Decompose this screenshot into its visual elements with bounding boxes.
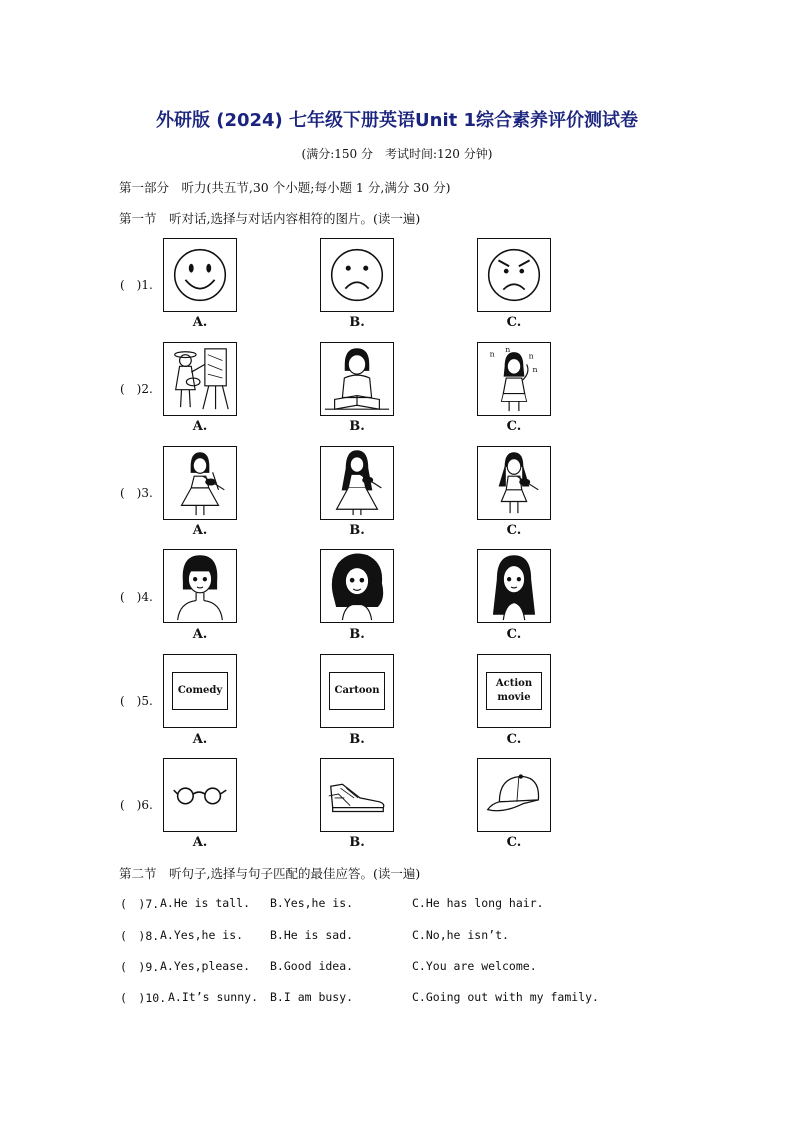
- cartoon-card-image[interactable]: [320, 654, 394, 728]
- question-8-option-a: A.Yes,he is.: [160, 928, 244, 942]
- svg-text:n: n: [528, 351, 534, 361]
- option-b-label: B.: [349, 732, 365, 747]
- option-c-label: C.: [506, 523, 522, 538]
- girl-short-hair-image[interactable]: [163, 549, 237, 623]
- option-a-label: A.: [192, 315, 208, 330]
- question-6-number: ( )6.: [120, 798, 153, 812]
- question-10-option-c: C.Going out with my family.: [412, 990, 599, 1004]
- svg-text:n: n: [532, 365, 538, 375]
- page-title: 外研版 (2024) 七年级下册英语Unit 1综合素养评价测试卷: [155, 110, 639, 131]
- cap-image[interactable]: [477, 758, 551, 832]
- comedy-card-image[interactable]: [163, 654, 237, 728]
- section2-heading: 第二节 听句子,选择与句子匹配的最佳应答。(读一遍): [119, 866, 421, 881]
- girl-long-straight-hair-image[interactable]: [477, 549, 551, 623]
- option-c-label: C.: [506, 732, 522, 747]
- svg-text:n: n: [505, 344, 511, 354]
- option-b-label: B.: [349, 419, 365, 434]
- cartoon-sign: Cartoon: [329, 672, 385, 710]
- option-b-label: B.: [349, 627, 365, 642]
- sneakers-icon: [321, 759, 393, 831]
- angry-face-icon: [478, 239, 550, 311]
- sad-face-image[interactable]: [320, 238, 394, 312]
- question-8-option-b: B.He is sad.: [270, 928, 354, 942]
- question-8-option-c: C.No,he isn’t.: [412, 928, 509, 942]
- question-7-option-c: C.He has long hair.: [412, 896, 544, 910]
- girl-listening-music-image[interactable]: [477, 342, 551, 416]
- action-movie-sign: Action movie: [486, 672, 542, 710]
- question-9-option-b: B.Good idea.: [270, 959, 354, 973]
- glasses-icon: [164, 759, 236, 831]
- option-b-label: B.: [349, 315, 365, 330]
- question-5-number: ( )5.: [120, 694, 153, 708]
- option-b-label: B.: [349, 835, 365, 850]
- girl-pigtails-violin-icon: [478, 447, 550, 519]
- option-a-label: A.: [192, 523, 208, 538]
- question-3-number: ( )3.: [120, 486, 153, 500]
- section1-heading: 第一节 听对话,选择与对话内容相符的图片。(读一遍): [119, 211, 421, 226]
- cap-icon: [478, 759, 550, 831]
- girl-curly-hair-image[interactable]: [320, 549, 394, 623]
- girl-long-hair-violin-icon: [321, 447, 393, 519]
- angry-face-image[interactable]: [477, 238, 551, 312]
- question-10-option-a: A.It’s sunny.: [168, 990, 259, 1004]
- option-b-label: B.: [349, 523, 365, 538]
- sad-face-icon: [321, 239, 393, 311]
- question-7-number: ( )7.: [120, 897, 160, 911]
- option-c-label: C.: [506, 315, 522, 330]
- question-10-number: ( )10.: [120, 991, 167, 1005]
- question-9-number: ( )9.: [120, 960, 160, 974]
- part1-heading: 第一部分 听力(共五节,30 个小题;每小题 1 分,满分 30 分): [119, 180, 451, 195]
- comedy-sign: Comedy: [172, 672, 228, 710]
- question-9-option-a: A.Yes,please.: [160, 959, 251, 973]
- option-a-label: A.: [192, 419, 208, 434]
- girl-long-hair-violin-image[interactable]: [320, 446, 394, 520]
- svg-text:n: n: [489, 349, 495, 359]
- question-1-number: ( )1.: [120, 278, 153, 292]
- question-8-number: ( )8.: [120, 929, 160, 943]
- girl-painting-image[interactable]: [163, 342, 237, 416]
- question-4-number: ( )4.: [120, 590, 153, 604]
- option-a-label: A.: [192, 835, 208, 850]
- girl-short-hair-icon: [164, 550, 236, 622]
- question-9-option-c: C.You are welcome.: [412, 959, 537, 973]
- question-10-option-b: B.I am busy.: [270, 990, 354, 1004]
- girl-playing-violin-image[interactable]: [163, 446, 237, 520]
- smiling-face-icon: [164, 239, 236, 311]
- girl-reading-icon: [321, 343, 393, 415]
- question-2-number: ( )2.: [120, 382, 153, 396]
- girl-curly-hair-icon: [321, 550, 393, 622]
- option-a-label: A.: [192, 627, 208, 642]
- question-7-option-a: A.He is tall.: [160, 896, 251, 910]
- option-c-label: C.: [506, 419, 522, 434]
- option-c-label: C.: [506, 627, 522, 642]
- girl-painting-icon: [164, 343, 236, 415]
- girl-long-straight-hair-icon: [478, 550, 550, 622]
- option-a-label: A.: [192, 732, 208, 747]
- girl-listening-music-icon: [478, 343, 550, 415]
- action-movie-card-image[interactable]: [477, 654, 551, 728]
- girl-violin-icon: [164, 447, 236, 519]
- sneakers-image[interactable]: [320, 758, 394, 832]
- exam-info: (满分:150 分 考试时间:120 分钟): [301, 147, 493, 161]
- option-c-label: C.: [506, 835, 522, 850]
- glasses-image[interactable]: [163, 758, 237, 832]
- girl-reading-image[interactable]: [320, 342, 394, 416]
- question-7-option-b: B.Yes,he is.: [270, 896, 354, 910]
- girl-pigtails-violin-image[interactable]: [477, 446, 551, 520]
- smiling-face-image[interactable]: [163, 238, 237, 312]
